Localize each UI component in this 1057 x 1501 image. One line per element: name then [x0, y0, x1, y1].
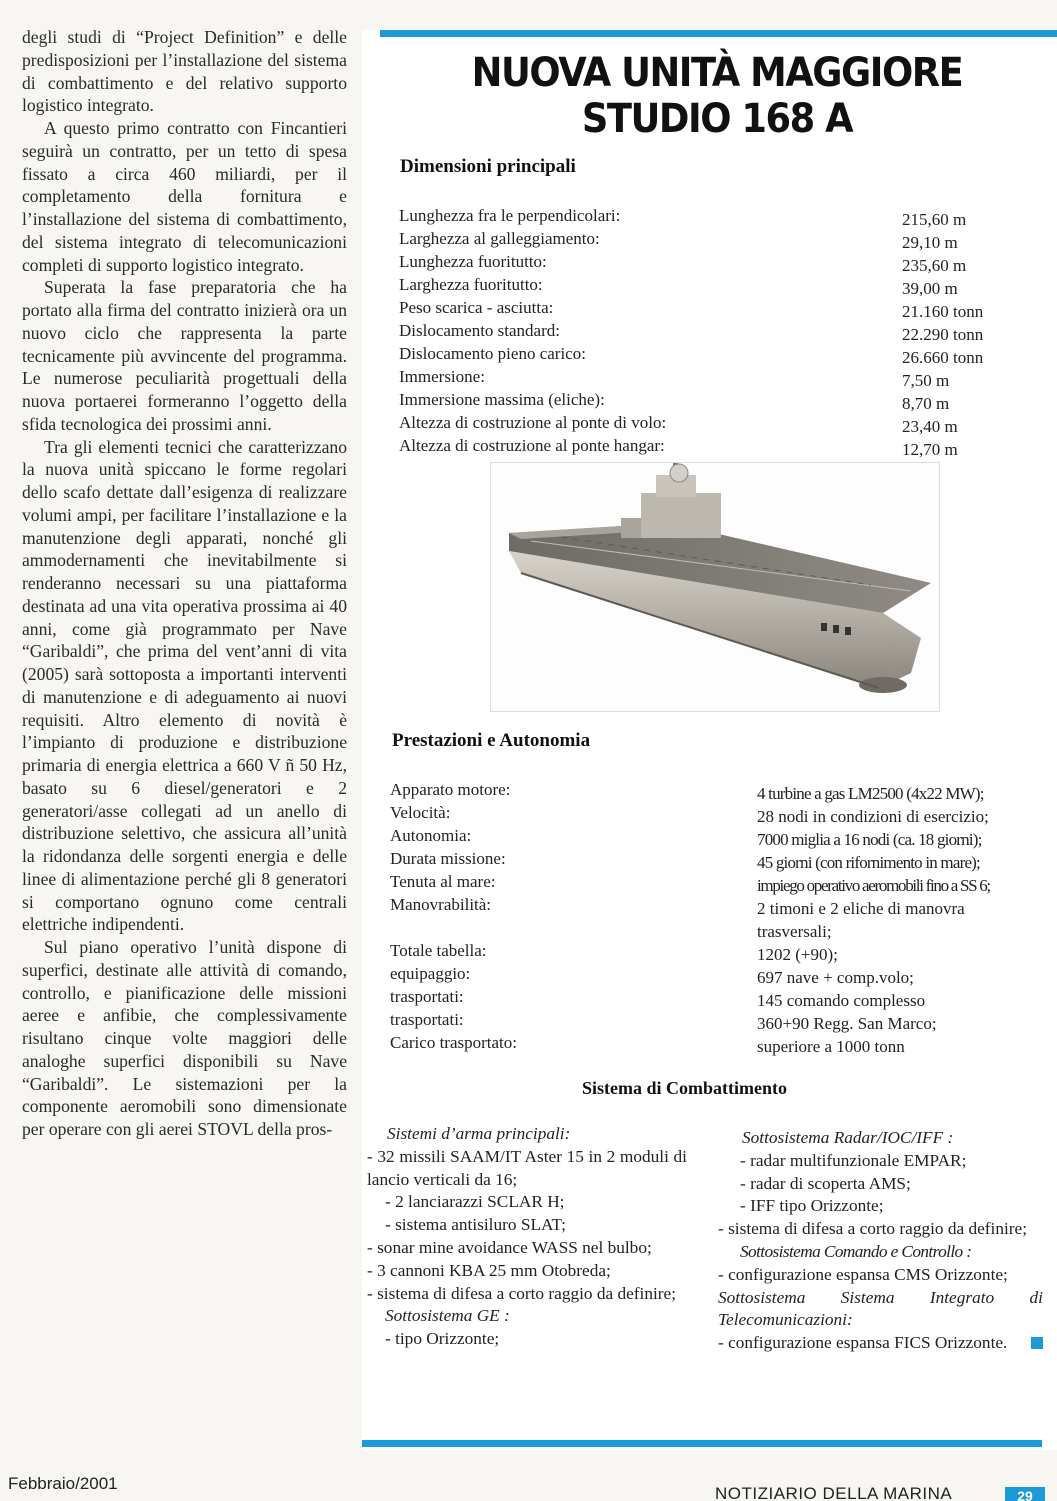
dim-value: 235,60 m	[902, 256, 967, 275]
combat-item: - 32 missili SAAM/IT Aster 15 in 2 moduli di lancio verticali da 16;	[367, 1146, 687, 1189]
dim-value: 7,50 m	[902, 371, 950, 390]
dim-label: Larghezza fuoritutto:	[399, 275, 543, 294]
combat-item: - configurazione espansa CMS Orizzonte;	[718, 1264, 1008, 1284]
perf-label: trasportati:	[390, 987, 464, 1006]
combat-left-column	[367, 1123, 687, 1351]
dim-label: Dislocamento pieno carico:	[399, 344, 586, 363]
combat-subheading: Sottosistema Sistema Integrato di Telecomunicazioni:	[718, 1287, 1043, 1330]
dim-label: Peso scarica - asciutta:	[399, 298, 554, 317]
page-number: 29	[1005, 1487, 1045, 1501]
dimensions-heading: Dimensioni principali	[400, 156, 576, 177]
dim-label: Altezza di costruzione al ponte di volo:	[399, 413, 667, 432]
title-line-2: STUDIO 168 A	[581, 96, 853, 142]
dim-label: Altezza di costruzione al ponte hangar:	[399, 436, 665, 455]
article-paragraph: degli studi di “Project Definition” e delle predisposizioni per l’installazione del sistema di combattimento e del relativo supporto logistico integrato.	[22, 27, 347, 116]
dim-value: 29,10 m	[902, 233, 958, 252]
dim-value: 39,00 m	[902, 279, 958, 298]
combat-item: - sistema di difesa a corto raggio da definire;	[367, 1283, 677, 1303]
panel-title	[455, 50, 979, 142]
perf-value: 2 timoni e 2 eliche di manovra	[757, 899, 965, 918]
perf-label: Velocità:	[390, 803, 451, 822]
dim-value: 21.160 tonn	[902, 302, 984, 321]
performance-values	[757, 782, 1057, 1058]
dimensions-labels	[399, 204, 819, 457]
combat-item	[718, 1332, 1043, 1355]
dim-value: 26.660 tonn	[902, 348, 984, 367]
combat-subheading: Sottosistema GE :	[385, 1306, 510, 1326]
combat-item: - sonar mine avoidance WASS nel bulbo;	[367, 1237, 652, 1257]
perf-label: Durata missione:	[390, 849, 506, 868]
magazine-name: NOTIZIARIO DELLA MARINA	[715, 1484, 953, 1501]
bottom-accent-rule	[362, 1440, 1042, 1447]
perf-label: Totale tabella:	[390, 941, 487, 960]
combat-item: - sistema antisiluro SLAT;	[385, 1215, 566, 1235]
dim-value: 215,60 m	[902, 210, 967, 229]
end-of-article-mark	[1031, 1337, 1043, 1349]
perf-label: equipaggio:	[390, 964, 471, 983]
perf-label: Manovrabilità:	[390, 895, 492, 914]
perf-label: Tenuta al mare:	[390, 872, 496, 891]
aircraft-carrier-image	[491, 463, 940, 712]
dim-value: 12,70 m	[902, 440, 958, 459]
dim-value: 22.290 tonn	[902, 325, 984, 344]
dim-label: Lunghezza fuoritutto:	[399, 252, 547, 271]
article-paragraph: Sul piano operativo l’unità dispone di superfici, destinate alle attività di comando, controllo, e pianificazione delle missioni aeree e anfibie, che complessivamente risultano cinque volte maggiori delle analoghe superfici disponibili su Nave “Garibaldi”. Le sistemazioni per la componente aeromobili sono dimensionate per operare con gli aerei STOVL della pros-	[22, 937, 347, 1139]
combat-item: - 3 cannoni KBA 25 mm Otobreda;	[367, 1260, 611, 1280]
perf-spacer	[390, 916, 690, 939]
combat-item: - radar di scoperta AMS;	[740, 1173, 911, 1193]
issue-date: Febbraio/2001	[8, 1474, 118, 1493]
dim-label: Lunghezza fra le perpendicolari:	[399, 206, 621, 225]
title-line-1: NUOVA UNITÀ MAGGIORE	[471, 50, 963, 96]
combat-subheading: Sottosistema Comando e Controllo :	[740, 1241, 972, 1261]
dim-label: Larghezza al galleggiamento:	[399, 229, 600, 248]
combat-item: - IFF tipo Orizzonte;	[740, 1196, 884, 1216]
combat-item: - sistema di difesa a corto raggio da definire;	[718, 1219, 1028, 1239]
article-paragraph: Superata la fase preparatoria che ha portato alla firma del contratto inizierà ora un nuovo ciclo che rappresenta la parte tecnicamente più avvincente del programma. Le numerose peculiarità progettuali della nuova portaerei formeranno l’oggetto della sfida tecnologica dei prossimi anni.	[22, 277, 347, 434]
perf-value: 1202 (+90);	[757, 945, 838, 964]
perf-value: 28 nodi in condizioni di esercizio;	[757, 807, 989, 826]
perf-value: 697 nave + comp.volo;	[757, 968, 914, 987]
article-left-column	[22, 26, 347, 1141]
article-paragraph: A questo primo contratto con Fincantieri seguirà un contratto, per un tetto di spesa fissato a circa 460 miliardi, per il completamento della fornitura e l’installazione del sistema di combattimento, del sistema integrato di telecomunicazioni completi di supporto logistico integrato.	[22, 118, 347, 275]
ship-illustration	[490, 462, 940, 712]
perf-value: 4 turbine a gas LM2500 (4x22 MW);	[757, 784, 984, 803]
combat-subheading: Sistemi d’arma principali:	[387, 1124, 571, 1143]
dim-label: Dislocamento standard:	[399, 321, 560, 340]
perf-value: impiego operativo aeromobili fino a SS 6;	[757, 876, 990, 895]
top-accent-rule	[380, 30, 1057, 37]
perf-value: superiore a 1000 tonn	[757, 1037, 905, 1056]
perf-label: Apparato motore:	[390, 780, 511, 799]
perf-label: trasportati:	[390, 1010, 464, 1029]
dim-value: 23,40 m	[902, 417, 958, 436]
perf-label: Autonomia:	[390, 826, 472, 845]
combat-heading: Sistema di Combattimento	[582, 1078, 787, 1098]
combat-right-column	[718, 1127, 1043, 1355]
combat-subheading: Sottosistema Radar/IOC/IFF :	[742, 1128, 954, 1147]
combat-item: - tipo Orizzonte;	[385, 1329, 500, 1349]
dimensions-values	[902, 208, 1052, 461]
spec-panel	[362, 30, 1057, 1450]
perf-value: 145 comando complesso	[757, 991, 926, 1010]
perf-value: 7000 miglia a 16 nodi (ca. 18 giorni);	[757, 830, 982, 849]
performance-heading: Prestazioni e Autonomia	[392, 730, 591, 751]
combat-item: - 2 lanciarazzi SCLAR H;	[385, 1192, 565, 1212]
perf-value: trasversali;	[757, 922, 832, 941]
combat-item: - radar multifunzionale EMPAR;	[740, 1150, 967, 1170]
dim-label: Immersione massima (eliche):	[399, 390, 605, 409]
perf-value: 360+90 Regg. San Marco;	[757, 1014, 937, 1033]
dim-value: 8,70 m	[902, 394, 950, 413]
combat-item-text: - configurazione espansa FICS Orizzonte.	[718, 1333, 1008, 1353]
dim-label: Immersione:	[399, 367, 485, 386]
perf-label: Carico trasportato:	[390, 1033, 517, 1052]
article-paragraph: Tra gli elementi tecnici che caratterizzano la nuova unità spiccano le forme regolari dello scafo dettate dall’esigenza di realizzare volumi ampi, per facilitare l’installazione e la manutenzione degli apparati, nonché gli ammodernamenti che inevitabilmente si renderanno necessari su una piattaforma destinata ad una vita operativa prossima ai 40 anni, come già programmato per Nave “Garibaldi”, che prima del vent’anni di vita (2005) sarà sottoposta a importanti interventi di manutenzione e di adeguamento ai nuovi requisiti. Altro elemento di novità è l’impianto di produzione e distribuzione primaria di energia elettrica a 660 V ñ 50 Hz, basato su 6 diesel/generatori e 2 generatori/asse collegati ad un anello di distribuzione selettivo, che assicura all’unità la ridondanza delle sorgenti energia e delle linee di alimentazione perché gli 8 generatori si comportano ognuno come centrali elettriche indipendenti.	[22, 436, 347, 935]
performance-labels	[390, 778, 690, 1054]
perf-value: 45 giorni (con rifornimento in mare);	[757, 853, 980, 872]
